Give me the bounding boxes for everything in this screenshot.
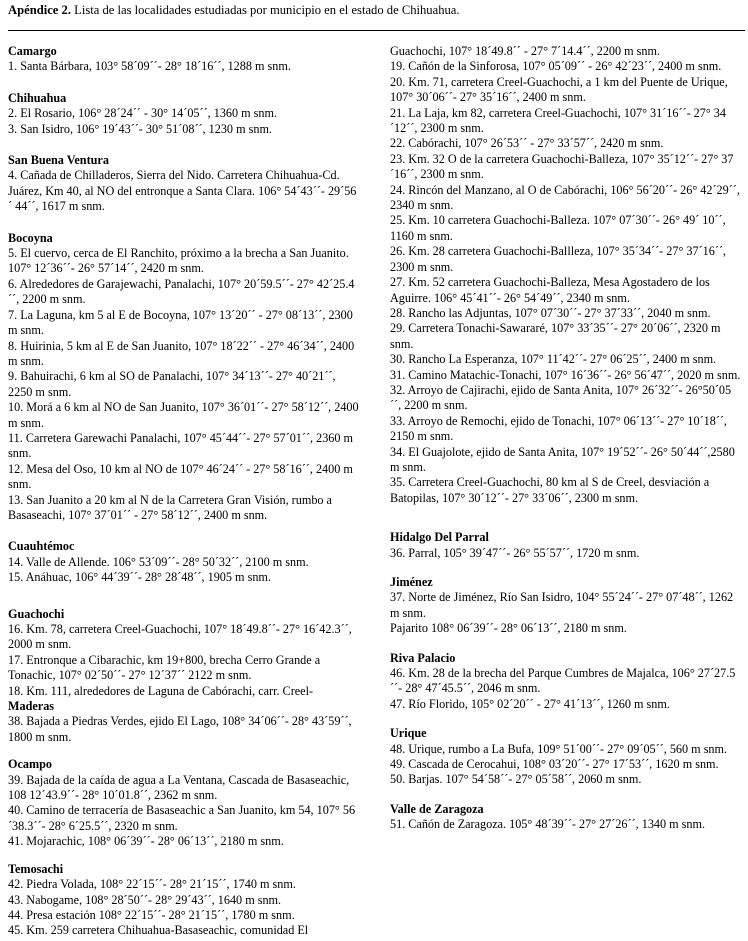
locality-entry: 34. El Guajolote, ejido de Santa Anita, 107° 19´52´´- 26° 50´44´´,2580 m snm. [390,444,735,474]
locality-entry: 42. Piedra Volada, 108° 22´15´´- 28° 21´15´´, 1740 m snm. [8,877,296,892]
locality-entry: 44. Presa estación 108° 22´15´´- 28° 21´15´´, 1780 m snm. [8,907,295,922]
locality-entry: 18. Km. 111, alrededores de Laguna de Cabórachi, carr. Creel- [8,683,314,698]
locality-entry: 3. San Isidro, 106° 19´43´´- 30° 51´08´´, 1230 m snm. [8,121,272,136]
municipality-temosachi [8,862,360,939]
municipality-san-buena-ventura [8,153,360,215]
locality-entry: 6. Alrededores de Garajewachi, Panalachi, 107° 20´59.5´´- 27° 42´25.4´´, 2200 m snm. [8,276,355,307]
locality-entry: Pajarito 108° 06´39´´- 28° 06´13´´, 2180 m snm. [390,621,627,636]
locality-entry: Guachochi, 107° 18´49.8´´ - 27° 7´14.4´´, 2200 m snm. [390,44,661,58]
municipality-valle-de-zaragoza [390,802,742,833]
locality-entry: 15. Anáhuac, 106° 44´39´´- 28° 28´48´´, 1905 m snm. [8,570,271,585]
municipality-name: Cuauhtémoc [8,539,75,554]
municipality-urique [390,726,742,788]
locality-entry: 43. Nabogame, 108° 28´50´´- 28° 29´43´´, 1640 m snm. [8,892,282,907]
locality-entry: 17. Entronque a Cibarachic, km 19+800, brecha Cerro Grande a Tonachic, 107° 02´50´´- 27° 12´37´´ 2122 m snm. [8,652,321,683]
locality-entry: 30. Rancho La Esperanza, 107° 11´42´´- 27° 06´25´´, 2400 m snm. [390,352,717,367]
locality-entry: 19. Cañón de la Sinforosa, 107° 05´09´´ - 26° 42´23´´, 2400 m snm. [390,59,722,74]
municipality-name: Ocampo [8,757,53,772]
right-column [390,44,742,833]
locality-entry: 49. Cascada de Cerocahui, 108° 03´20´´- 27° 17´53´´, 1620 m snm. [390,757,719,772]
municipality-name: Bocoyna [8,230,53,245]
locality-entry: 27. Km. 52 carretera Guachochi-Balleza, Mesa Agostadero de los Aguirre. 106° 45´41´´- 26° 54´49´´, 2340 m snm. [390,275,710,305]
municipality-camargo [8,44,360,75]
locality-entry: 26. Km. 28 carretera Guachochi-Ballleza, 107° 35´34´´- 27° 37´16´´, 2300 m snm. [390,244,726,274]
municipality-bocoyna [8,231,360,524]
locality-entry: 2. El Rosario, 106° 28´24´´ - 30° 14´05´´, 1360 m snm. [8,106,278,121]
locality-entry: 36. Parral, 105° 39´47´´- 26° 55´57´´, 1720 m snm. [390,545,640,560]
locality-entry: 5. El cuervo, cerca de El Ranchito, próximo a la brecha a San Juanito. 107° 12´36´´- 26° 57´14´´, 2420 m snm. [8,246,349,276]
locality-entry: 9. Bahuirachi, 6 km al SO de Panalachi, 107° 34´13´´- 27° 40´21´´, 2250 m snm. [8,369,336,399]
locality-entry: 22. Cabórachi, 107° 26´53´´ - 27° 33´57´´, 2420 m snm. [390,136,664,151]
locality-entry: 39. Bajada de la caída de agua a La Ventana, Cascada de Basaseachic, 108 12´43.9´´- 28° 10´01.8´´, 2362 m snm. [8,772,350,803]
municipality-name: Chihuahua [8,90,67,105]
appendix-title: Lista de las localidades estudiadas por municipio en el estado de Chihuahua. [74,3,460,17]
locality-entry: 29. Carretera Tonachi-Sawararé, 107° 33´35´´- 27° 20´06´´, 2320 m snm. [390,321,721,351]
municipality-name: San Buena Ventura [8,153,109,168]
locality-entry: 41. Mojarachic, 108° 06´39´´- 28° 06´13´´, 2180 m snm. [8,834,284,849]
locality-entry: 1. Santa Bárbara, 103° 58´09´´- 28° 18´16´´, 1288 m snm. [8,59,291,74]
locality-entry: 24. Rincón del Manzano, al O de Cabórachi, 106° 56´20´´- 26° 42´29´´, 2340 m snm. [390,182,740,213]
locality-entry: 20. Km. 71, carretera Creel-Guachochi, a 1 km del Puente de Urique, 107° 30´06´´- 27° 35´16´´, 2400 m snm. [390,74,728,105]
locality-entry: 21. La Laja, km 82, carretera Creel-Guachochi, 107° 31´16´´- 27° 34´12´´, 2300 m snm. [390,105,726,136]
locality-entry: 23. Km. 32 O de la carretera Guachochi-Balleza, 107° 35´12´´- 27° 37´16´´, 2300 m snm. [390,151,734,182]
locality-entry: 32. Arroyo de Cajirachi, ejido de Santa Anita, 107° 26´32´´- 26°50´05´´, 2200 m snm. [390,382,732,413]
municipality-hidalgo-del-parral [390,530,742,561]
municipality-name: Riva Palacio [390,650,456,665]
locality-entry: 51. Cañón de Zaragoza. 105° 48´39´´- 27° 27´26´´, 1340 m snm. [390,817,706,832]
municipality-name: Camargo [8,44,57,58]
municipality-name: Hidalgo Del Parral [390,530,489,545]
locality-entry: 45. Km. 259 carretera Chihuahua-Basaseachic, comunidad El [8,923,309,938]
locality-entry: 12. Mesa del Oso, 10 km al NO de 107° 46´24´´ - 27° 58´16´´, 2400 m snm. [8,461,353,492]
locality-entry: 31. Camino Matachic-Tonachi, 107° 16´36´´- 26° 56´47´´, 2020 m snm. [390,367,741,382]
municipality-cuauhtemoc [8,539,360,585]
municipality-maderas [8,699,360,745]
municipality-name: Maderas [8,699,55,714]
locality-entry: 4. Cañada de Chilladeros, Sierra del Nido. Carretera Chihuahua-Cd. Juárez, Km 40, al NO del entronque a Santa Clara. 106° 54´43´´- 29´56´ 44´´, 1617 m snm. [8,168,357,214]
left-column [8,30,360,939]
municipality-guachochi [8,607,360,699]
locality-entry: 14. Valle de Allende. 106° 53´09´´- 28° 50´32´´, 2100 m snm. [8,554,309,569]
appendix-header [8,3,738,18]
municipality-name: Guachochi [8,606,65,621]
locality-entry: 28. Rancho las Adjuntas, 107° 07´30´´- 27° 37´33´´, 2040 m snm. [390,305,711,320]
locality-entry: 25. Km. 10 carretera Guachochi-Balleza. 107° 07´30´´- 26° 49´ 10´´, 1160 m snm. [390,213,726,243]
locality-entry: 33. Arroyo de Remochi, ejido de Tonachi, 107° 06´13´´- 27° 10´18´´, 2150 m snm. [390,413,727,444]
locality-entry: 10. Morá a 6 km al NO de San Juanito, 107° 36´01´´- 27° 58´12´´, 2400 m snm. [8,400,359,430]
locality-entry: 13. San Juanito a 20 km al N de la Carretera Gran Visión, rumbo a Basaseachi, 107° 37´01´´ - 27° 58´12´´, 2400 m snm. [8,492,332,522]
municipality-chihuahua [8,91,360,137]
municipality-name: Urique [390,726,427,741]
municipality-guachochi-continued [390,44,742,506]
locality-entry: 50. Barjas. 107° 54´58´´- 27° 05´58´´, 2060 m snm. [390,772,642,787]
locality-entry: 37. Norte de Jiménez, Río San Isidro, 104° 55´24´´- 27° 07´48´´, 1262 m snm. [390,590,734,620]
locality-entry: 46. Km. 28 de la brecha del Parque Cumbres de Majalca, 106° 27´27.5´´- 28° 47´45.5´´, 2046 m snm. [390,666,736,696]
municipality-name: Valle de Zaragoza [390,801,484,816]
municipality-name: Temosachi [8,861,64,876]
locality-entry: 35. Carretera Creel-Guachochi, 80 km al S de Creel, desviación a Batopilas, 107° 30´12´´- 27° 33´06´´, 2300 m snm. [390,475,710,505]
municipality-name: Jiménez [390,575,433,589]
municipality-ocampo [8,757,360,849]
appendix-label: Apéndice 2. [8,3,71,17]
locality-entry: 8. Huirinia, 5 km al E de San Juanito, 107° 18´22´´ - 27° 46´34´´, 2400 m snm. [8,338,355,368]
locality-entry: 48. Urique, rumbo a La Bufa, 109° 51´00´´- 27° 09´05´´, 560 m snm. [390,741,728,756]
locality-entry: 16. Km. 78, carretera Creel-Guachochi, 107° 18´49.8´´- 27° 16´42.3´´, 2000 m snm. [8,622,352,652]
locality-entry: 40. Camino de terracería de Basaseachic a San Juanito, km 54, 107° 56´38.3´´- 28° 6´25.5´´, 2320 m snm. [8,803,356,833]
locality-entry: 11. Carretera Garewachi Panalachi, 107° 45´44´´- 27° 57´01´´, 2360 m snm. [8,430,354,461]
locality-entry: 38. Bajada a Piedras Verdes, ejido El Lago, 108° 34´06´´- 28° 43´59´´, 1800 m snm. [8,714,352,744]
municipality-riva-palacio [390,651,742,713]
locality-entry: 7. La Laguna, km 5 al E de Bocoyna, 107° 13´20´´ - 27° 08´13´´, 2300 m snm. [8,307,353,338]
locality-entry: 47. Río Florido, 105° 02´20´´ - 27° 41´13´´, 1260 m snm. [390,696,670,711]
municipality-jimenez [390,575,742,637]
